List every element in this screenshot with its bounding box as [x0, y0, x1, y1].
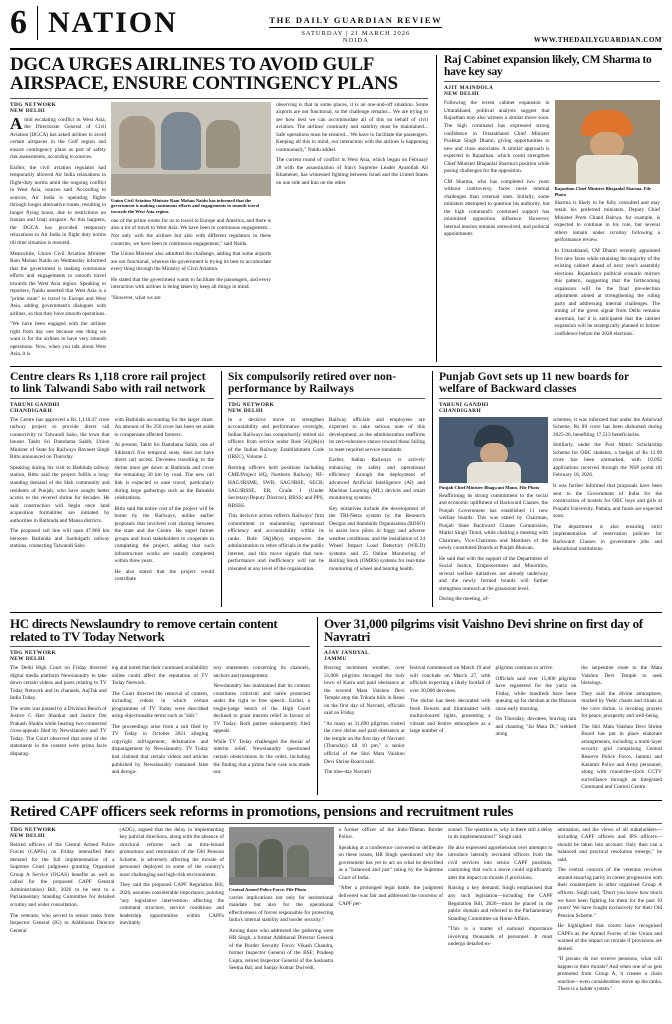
- raj-c2p2: In Uttarakhand, CM Dhami recently appointed five new faces while retaining the majority of the existing cabinet ahead of next year's assembly elections. Rajasthan's political scenario mirrors this pattern, suggesting that the forthcoming expansion will be the final pre-election adjustment aimed at strengthening the ruling party and addressing internal challenges. The timing of the green signal from Delhi remains uncertain, but it is anticipated that the cabinet expansion will be strategically planned to bolster confidence before the 2028 elections.: [554, 248, 660, 337]
- punjab-headline: Punjab Govt sets up 11 new boards for welfare of Backward classes: [439, 370, 629, 395]
- capf-c2p2: They said the proposed CAPF Regulation Bill, 2026, assumes considerable importance, pointing "any legislative intervention affecting the command structure, service conditions and leadership opportunities within CAPFs inevitably: [119, 882, 224, 927]
- centre-p4: with Bathinda accounting for the larger share. An amount of Rs 356 crore has been set aside to compensate affected farmers.: [114, 416, 214, 438]
- capf-c3p1: carries implications not only for institutional mandate but also for the operational effectiveness of forces responsible for protecting India's internal stability and border security.": [229, 894, 334, 924]
- capf-c1p2: The veterans, who served in senior ranks from Inspector General (IG) to Additional Director General: [10, 912, 115, 934]
- story-six-retired: [221, 371, 425, 607]
- six-byline-city: NEW DELHI: [228, 407, 264, 414]
- punjab-byline: TARUNI GANDHI: [439, 401, 489, 408]
- story-hc-newslaundry: [10, 617, 310, 795]
- vd-c3p2: Officials said over 15,000 pilgrims have registered for the yatra on Friday, while hundreds have been queuing up for darshan at the Bhawan since early morning.: [495, 675, 577, 712]
- capf-c5p2: He also expressed apprehension over attempts to introduce laterally recruited officers from the civil services into senior CAPF positions, cautioning that such a move could significantly alter the impact on morale if provisions.: [448, 844, 553, 881]
- punjab-p5: Similarly, under the Post Matric Scholarship Scheme for OBC students, a budget of Rs 12.99 crore has been earmarked, with 10,092 applications received through the NSP portal till February 18, 2026.: [553, 442, 662, 479]
- centre-p7: He also stated that the project would contribute: [114, 568, 214, 583]
- hc-c3p3: While TV Today challenged the denial of interim relief, Newslaundry questioned certain observations in the order, including the finding that a prima facie case was made out.: [213, 738, 311, 776]
- dgca-p1: Amid escalating conflict in West Asia, the Directorate General of Civil Aviation (DGCA) has asked airlines to avoid certain airspaces in the Gulf region and ensure contingency plans as part of safety risk assessments, according to sources.: [10, 113, 106, 161]
- capf-c6p2: The central concern of the veterans revolves around ensuring parity in career progression with their counterparts in other organised Group A officers. Singh said, "Don't you know how much we have been fighting for them for the past 10 years? We have fought exclusively for their Old Pension Scheme.": [557, 867, 662, 919]
- capf-byline: TDG NETWORK: [10, 826, 57, 833]
- story-punjab-boards: [432, 371, 662, 607]
- paper-name: THE DAILY GUARDIAN REVIEW: [269, 15, 442, 28]
- issue-date: SATURDAY | 21 MARCH 2026: [301, 30, 411, 37]
- raj-c2p1: Sharma is likely to be fully consulted and may retain his preferred ministers. Deputy Chief Minister Prem Chand Bairwa, for example, is expected to continue in his role, but several others remain under scrutiny following a performance review.: [554, 199, 660, 244]
- raj-c1p2: CM Sharma, who has completed two years without controversy, faces more internal challenges than external ones. Initially, some ministers attempted to question his authority, but the high command's continued support has minimised opposition influence. However, internal tension remains unresolved, and political appointments: [444, 178, 550, 238]
- hc-c2p3: The proceedings arise from a suit filed by TV Today in October 2021 alleging copyright infringement, defamation and disparagement by Newslaundry. TV Today had claimed that certain videos and articles published by Newslaundry contained false and deroga-: [111, 723, 209, 776]
- dgca-p3: Meanwhile, Union Civil Aviation Minister Ram Mohan Naidu on Wednesday informed that the government is making continuous efforts and engagements to smooth travel towards the West Asia region. Speaking to reporters, Naidu asserted that West Asia is a "prime route" to travel to Europe and West Asia, adding government's dialogues with airlines, so that they have smooth operations.: [10, 250, 106, 317]
- six-p2: Retiring officers held positions including CME/Project HQ, Northern Railway; NF-HAG/IRSME, SWR; SAG/IRSE, SECR; SAG/IRSSE, ER; Grade I (Under Secretary/Deputy Director), RBSS; and PPS, RBSSS.: [228, 464, 324, 509]
- centre-byline: TARUNI GANDHI: [10, 401, 60, 408]
- vd-c1p1: Braving inclement weather, over 31,000 pilgrims thronged the holy town of Katra and paid obeisance at the revered Mata Vaishno Devi Temple atop the Trikuta hills in Reasi on the first day of Navratri, officials said on Friday.: [324, 665, 405, 717]
- vd-c2p2: The shrine has been decorated with fresh flowers and illuminated with multicoloured lights, presenting a vibrant and festive atmosphere as a large number of: [409, 698, 491, 735]
- dgca-byline-city: NEW DELHI: [10, 107, 46, 114]
- punjab-p4: schemes, it was informed that under the Ashirwad Scheme, Rs 89 crore has been disbursed during 2025-26, benefiting 17,513 beneficiaries.: [553, 416, 662, 438]
- capf-c5p4: "This is a matter of national importance involving thousands of personnel. It must undergo detailed ex-: [448, 926, 553, 948]
- story-centre-rail: [10, 371, 214, 607]
- raj-photo-caption: Rajasthan Chief Minister Bhajanlal Sharma. File Photo: [554, 186, 652, 198]
- punjab-p7: The department is also ensuring strict implementation of reservation policies for Backward Classes in government jobs and educational institutions.: [553, 523, 662, 553]
- capf-headline: Retired CAPF officers seek reforms in promotions, pensions and recruitment rules: [10, 803, 514, 820]
- hc-byline-city: NEW DELHI: [10, 656, 46, 663]
- punjab-photo: [439, 417, 548, 483]
- centre-p5: At present, Takht Sri Damdama Sahib, one of Sikhism's five temporal seats, does not have direct rail access. Devotees travelling to the shrine must get down at Bathinda and cover the remaining 30 km by road. The new rail link is expected to ease travel, particularly during large gatherings such as the Baisakhi celebrations.: [114, 442, 214, 502]
- six-p3: This decisive action reflects Railways' firm commitment to maintaining operational efficiency and accountability within its ranks. Rule 56(j)&(o) empowers the administration to retire officials in the public interest, and this move signals that non-performance and inefficiency will not be tolerated at any level of the organisation.: [228, 513, 324, 572]
- story-dgca: [10, 55, 428, 362]
- vd-c4p2: They said the divine atmosphere, marked by Vedic chants and rituals at the cave shrine, is invoking prayers for peace, prosperity and well-being.: [581, 690, 662, 720]
- capf-c5p1: sonnel. The question is, why is there still a delay in its implementation?" Singh said.: [448, 826, 553, 841]
- raj-byline-city: NEW DELHI: [444, 91, 480, 98]
- vd-c1p3: The nine-day Navratri: [324, 769, 372, 776]
- centre-p6: Bittu said the entire cost of the project will be borne by the Railways, unlike earlier proposals that involved cost sharing between the state and the Centre. He urged farmer groups and local stakeholders to cooperate in completing the project, adding that such infrastructure works are usually completed within three years.: [114, 505, 214, 565]
- website-url[interactable]: WWW.THEDAILYGUARDIAN.COM: [533, 36, 662, 44]
- capf-byline-city: NEW DELHI: [10, 832, 46, 839]
- dgca-c2p3: He stated that the government wants to facilitate the passengers, and every interaction with airlines is being taken by keep all things in mind.: [111, 276, 271, 291]
- centre-byline-city: CHANDIGARH: [10, 407, 53, 414]
- capf-c6p3: He highlighted that courts have recognised CAPFs as the Armed Forces of the Union and warned of the impact on morale if provisions are denied.: [557, 923, 662, 952]
- centre-headline: Centre clears Rs 1,118 crore rail project to link Talwandi Sabo with rail network: [10, 370, 206, 395]
- second-band: [10, 367, 662, 607]
- story-vaishno-devi: [317, 617, 662, 795]
- dgca-c2p4: "However, what we are: [111, 294, 161, 301]
- hc-byline: TDG NETWORK: [10, 650, 57, 657]
- vaishno-byline: AJAY JANDYAL: [324, 650, 370, 657]
- capf-c5p3: Raising a key demand, Singh emphasised that any such legislation—including the CAPF Regulation Bill, 2026—must be placed in the public domain and referred to the Parliamentary Standing Committee on Home Affairs.: [448, 885, 553, 922]
- dgca-p4: "We have been engaged with the airlines right from day one because one thing we want is for the airlines to have very smooth operations. Now, when you talk about West Asia, it is: [10, 321, 106, 358]
- six-p5: Railway officials and employees are expected to take serious note of this development, as the administration reaffirms its zero-tolerance stance toward those failing to meet required service standards.: [329, 416, 425, 453]
- vd-c1p2: "As many as 31,690 pilgrims visited the cave shrine and paid obeisance at the temple on the first day of Navratri (Thursday) till 10 pm," a senior official of the Shri Mata Vaishno Devi Shrine Board said.: [324, 720, 405, 765]
- dgca-headline: DGCA URGES AIRLINES TO AVOID GULF AIRSPACE, ENSURE CONTINGENCY PLANS: [10, 54, 398, 95]
- hc-headline: HC directs Newslaundry to remove certain content related to TV Today Network: [10, 615, 278, 645]
- third-band: [10, 613, 662, 795]
- capf-c6p1: amination, and the views of all stakeholders—including CAPF officers and IPS officers—should be taken into account. Only then can a balanced and practical resolution emerge," he said.: [557, 826, 662, 863]
- dgca-photo: [111, 102, 271, 196]
- punjab-p6: It was further informed that proposals have been sent to the Government of India for the construction of hostels for OBC boys and girls at Punjabi University, Patiala, and funds are expected soon.: [553, 482, 662, 520]
- hc-c3p1: tory statements concerning its channels, anchors and management.: [213, 665, 311, 679]
- vd-c3p3: On Thursday, devotees, braving rain and chanting "Jai Mata Di," trekked along: [495, 716, 577, 738]
- punjab-photo-caption: Punjab Chief Minister Bhagwant Mann. File Photo: [439, 484, 540, 490]
- punjab-p1: Reaffirming its strong commitment to the social and economic upliftment of Backward Classes, the Punjab Government has established 11 new welfare boards. This was stated by Chairman, Punjab State Backward Classes Commission, Malkit Singh Thind, while chairing a meeting with Chairmen, Vice-Chairmen and Members of the newly constituted Boards at Punjab Bhawan.: [439, 492, 548, 552]
- six-p1: In a decisive move to strengthen accountability and performance oversight, Indian Railways has compulsorily retired six officers from service under Rule 56(j)&(o) of the Indian Railway Establishment Code (IREC), Volume 2.: [228, 416, 324, 461]
- story-raj-cabinet: [436, 55, 660, 362]
- punjab-p2: He said that with the support of the Department of Social Justice, Empowerment and Minorities, several welfare initiatives are already underway and the newly formed boards will further strengthen outreach at the grassroots level.: [439, 555, 548, 592]
- dgca-c2p1: one of the prime routes for us to travel to Europe and America, and there is also a lot of travel to West Asia. We have been in continuous engagement... Not only with the airlines but also with different regulators in these countries, we have been in continuous engagement," said Naidu.: [111, 217, 271, 247]
- dgca-photo-caption: Union Civil Aviation Minister Ram Mohan Naidu has informed that the government is making continuous efforts and engagements to smooth travel towards the West Asia region.: [111, 197, 260, 215]
- six-byline: TDG NETWORK: [228, 401, 275, 408]
- dgca-c3p2: The current round of conflict in West Asia, which began on February 28 with the assassination of Iran's Supreme Leader Ayatollah Ali Khamenei, has witnessed fighting between Israel and the United States on one side and Iran on the other.: [276, 157, 428, 186]
- vd-c4p1: the serpentine route to the Mata Vaishno Devi Temple to seek blessings.: [581, 665, 662, 687]
- capf-c6p4: "If jawans do not receive pensions, what will happen to their morale? And when one of us gets promoted from Group A, it creates a chain reaction—even considerables move up the ranks. There is a ladder system.": [557, 956, 662, 993]
- six-p7: Key initiatives include the development of the TRI-Netra system by the Research Designs and Standards Organisation (RDSO) to assist loco pilots in foggy and adverse weather conditions, and the installation of 24 Wheel Impact Load Detectors (WILD) systems and 25 Online Monitoring of Rolling Stock (OMRS) systems for real-time monitoring of wheel and bearing health.: [329, 505, 425, 572]
- issue-place: NOIDA: [342, 37, 369, 44]
- vd-c2p1: festival commenced on March 19 and will conclude on March 27, with officials expecting a likely footfall of over 30,000 devotees.: [409, 665, 491, 694]
- section-title: NATION: [48, 6, 178, 39]
- hc-c3p2: Newslaundry has maintained that its content constitutes criticism and satire protected under the right to free speech. Earlier, a single-judge bench of the High Court declined to grant interim relief in favour of TV Today. Both parties subsequently filed appeals.: [213, 683, 311, 735]
- raj-byline: AJIT MAINDOLA: [444, 85, 494, 92]
- hc-c2p2: The Court directed the removal of content, including videos in which certain programmes of TV Today were described using objectionable terms such as "shit.": [111, 690, 209, 720]
- dgca-c3p1: observing is that in some places, it is an one-and-off situation. Some airports are not functional, so the challenge remains... We are trying to see how best we can accommodate all of this on behalf of civil aviation. The airlines' continuity and stability must be maintained... Safe operations must be ensured... We have to facilitate the passengers. Keeping all this in mind, our interaction with the airlines is happening continuously," Naidu added.: [276, 101, 428, 153]
- dgca-c2p2: The Union Minister also admitted the challenge, adding that some airports are not functional, whereas the government is trying its best to accomodate every thing through the Ministry of Civil Aviation.: [111, 251, 271, 273]
- capf-c4p1: a former officer of the Indo-Tibetan Border Police.: [338, 826, 443, 841]
- centre-p1: The Centre has approved a Rs 1,118.47 crore railway project to provide direct rail connectivity to Talwandi Sabo, the town that houses Takht Sri Damdama Sahib, Union Minister of State for Railways Ravneet Singh Bittu announced on Thursday.: [10, 416, 110, 461]
- vd-c4p3: The Shri Mata Vaishno Devi Shrine Board has put in place elaborate arrangements, including a multi-layer security grid comprising Central Reserve Police Force, Jammu and Kashmir Police and Army personnel, along with round-the-clock CCTV surveillance through an Integrated Command and Control Centre.: [581, 723, 662, 791]
- six-p6: Earlier, Indian Railways is actively enhancing its safety and operational efficiency through the deployment of advanced Artificial Intelligence (AI) and Machine Learning (ML) devices and smart monitoring systems.: [329, 457, 425, 502]
- masthead: [10, 6, 662, 50]
- top-section: [10, 50, 662, 362]
- punjab-p3: During the meeting, of-: [439, 596, 490, 603]
- page-number: 6: [10, 6, 38, 40]
- capf-c2p1: (ADG), argued that the delay in implementing key judicial directions, along with the absence of structural reforms such as time-bound promotions and restoration of the Old Pension Scheme, is adversely affecting the morale of personnel deployed in some of the country's most challenging and high-risk environments.: [119, 826, 224, 878]
- masthead-center: [178, 6, 534, 44]
- dgca-byline: TDG NETWORK: [10, 101, 57, 108]
- capf-photo: [229, 827, 334, 885]
- capf-c4p2: Speaking at a conference convened to deliberate on these issues, HR Singh questioned why the government has yet to act on what he described as a "balanced and just" ruling by the Supreme Court of India.: [338, 844, 443, 881]
- raj-photo: [555, 100, 661, 184]
- capf-photo-caption: Central Armed Police Force. File Photo: [229, 886, 307, 892]
- six-headline: Six compulsorily retired over non-performance by Railways: [228, 370, 397, 395]
- capf-c1p1: Retired officers of the Central Armed Police Forces (CAPFs) on Friday intensified their demand for the full implementation of a Supreme Court judgment granting Organised Group A Service (OGAS) benefits as well as called for the proposed CAPF General Administration) Bill, 2026 to be sent to a Parliamentary Standing Committee for detailed scrutiny and wider consultation.: [10, 841, 115, 908]
- punjab-byline-city: CHANDIGARH: [439, 407, 482, 414]
- raj-headline: Raj Cabinet expansion likely, CM Sharma to have key say: [444, 54, 652, 78]
- hc-c1p1: The Delhi High Court on Friday directed digital media platform Newslaundry to take down certain videos and posts relating to TV Today Network and its channels, AajTak and India Today.: [10, 665, 107, 702]
- capf-c3p2: Among those who addressed the gathering were HR Singh, a former Additional Director General of the Border Security Force; Vikash Chandra, former Inspector General of the BSF; Pradeep Gupta, retired Inspector General of the Sashastra Seema Bal; and Sanjay Kumar Dwivedi,: [229, 927, 334, 972]
- raj-c1p1: Following the recent cabinet expansion in Uttarakhand, political analysts suggest that Rajasthan may also witness a similar move soon. The high command has expressed strong confidence in Uttarakhand Chief Minister Pushkar Singh Dhami, giving opportunities to new and close associates. A similar approach is expected in Rajasthan, which could strengthen Chief Minister Bhajanlal Sharma's position while posing challenges for the opposition.: [444, 100, 550, 175]
- hc-c2p1: ing and noted that their continued availability online could affect the reputation of TV Today Network.: [111, 665, 209, 687]
- vd-c3p1: pilgrims continue to arrive.: [495, 665, 554, 672]
- dgca-p2: Earlier, the civil aviation regulator had temporarily allowed Air India relaxations in flight-duty norms amid the ongoing conflict in West Asia, sources said. According to sources, Air India is operating flights through longer alternative routes, resulting in longer flying hours, due to restrictions on Iranian and Iraqi airspace. As this happens, the DGCA has provided temporary relaxations to Air India in flight duty norms till time situation is restored.: [10, 164, 106, 246]
- capf-c4p3: "After a prolonged legal battle, the judgment delivered was fair and addressed the concerns of CAPF per-: [338, 885, 443, 907]
- centre-p3: The proposed rail line will span 47.860 km between Bathinda and Sardulgarh railway stations, connecting Talwandi Sabo: [10, 528, 110, 550]
- centre-p2: Speaking during his visit to Bathinda railway station, Bittu said the project fulfils a long-standing demand of the Sikh community and residents of Punjab, who have sought better access to the revered shrine for decades. He said construction will begin once land acquisition formalities are initiated by authorities in Bathinda and Mansa districts.: [10, 464, 110, 524]
- story-capf: [10, 801, 662, 997]
- hc-c1p2: The order was passed by a Division Bench of Justice C Hari Shankar and Justice Om Prakash Shukla while hearing two connected cross-appeals filed by Newslaundry and TV Today. The Court observed that some of the statements in the content were prima facie disparag-: [10, 705, 107, 757]
- vaishno-headline: Over 31,000 pilgrims visit Vaishno Devi shrine on first day of Navratri: [324, 615, 643, 645]
- vaishno-byline-city: JAMMU: [324, 656, 347, 663]
